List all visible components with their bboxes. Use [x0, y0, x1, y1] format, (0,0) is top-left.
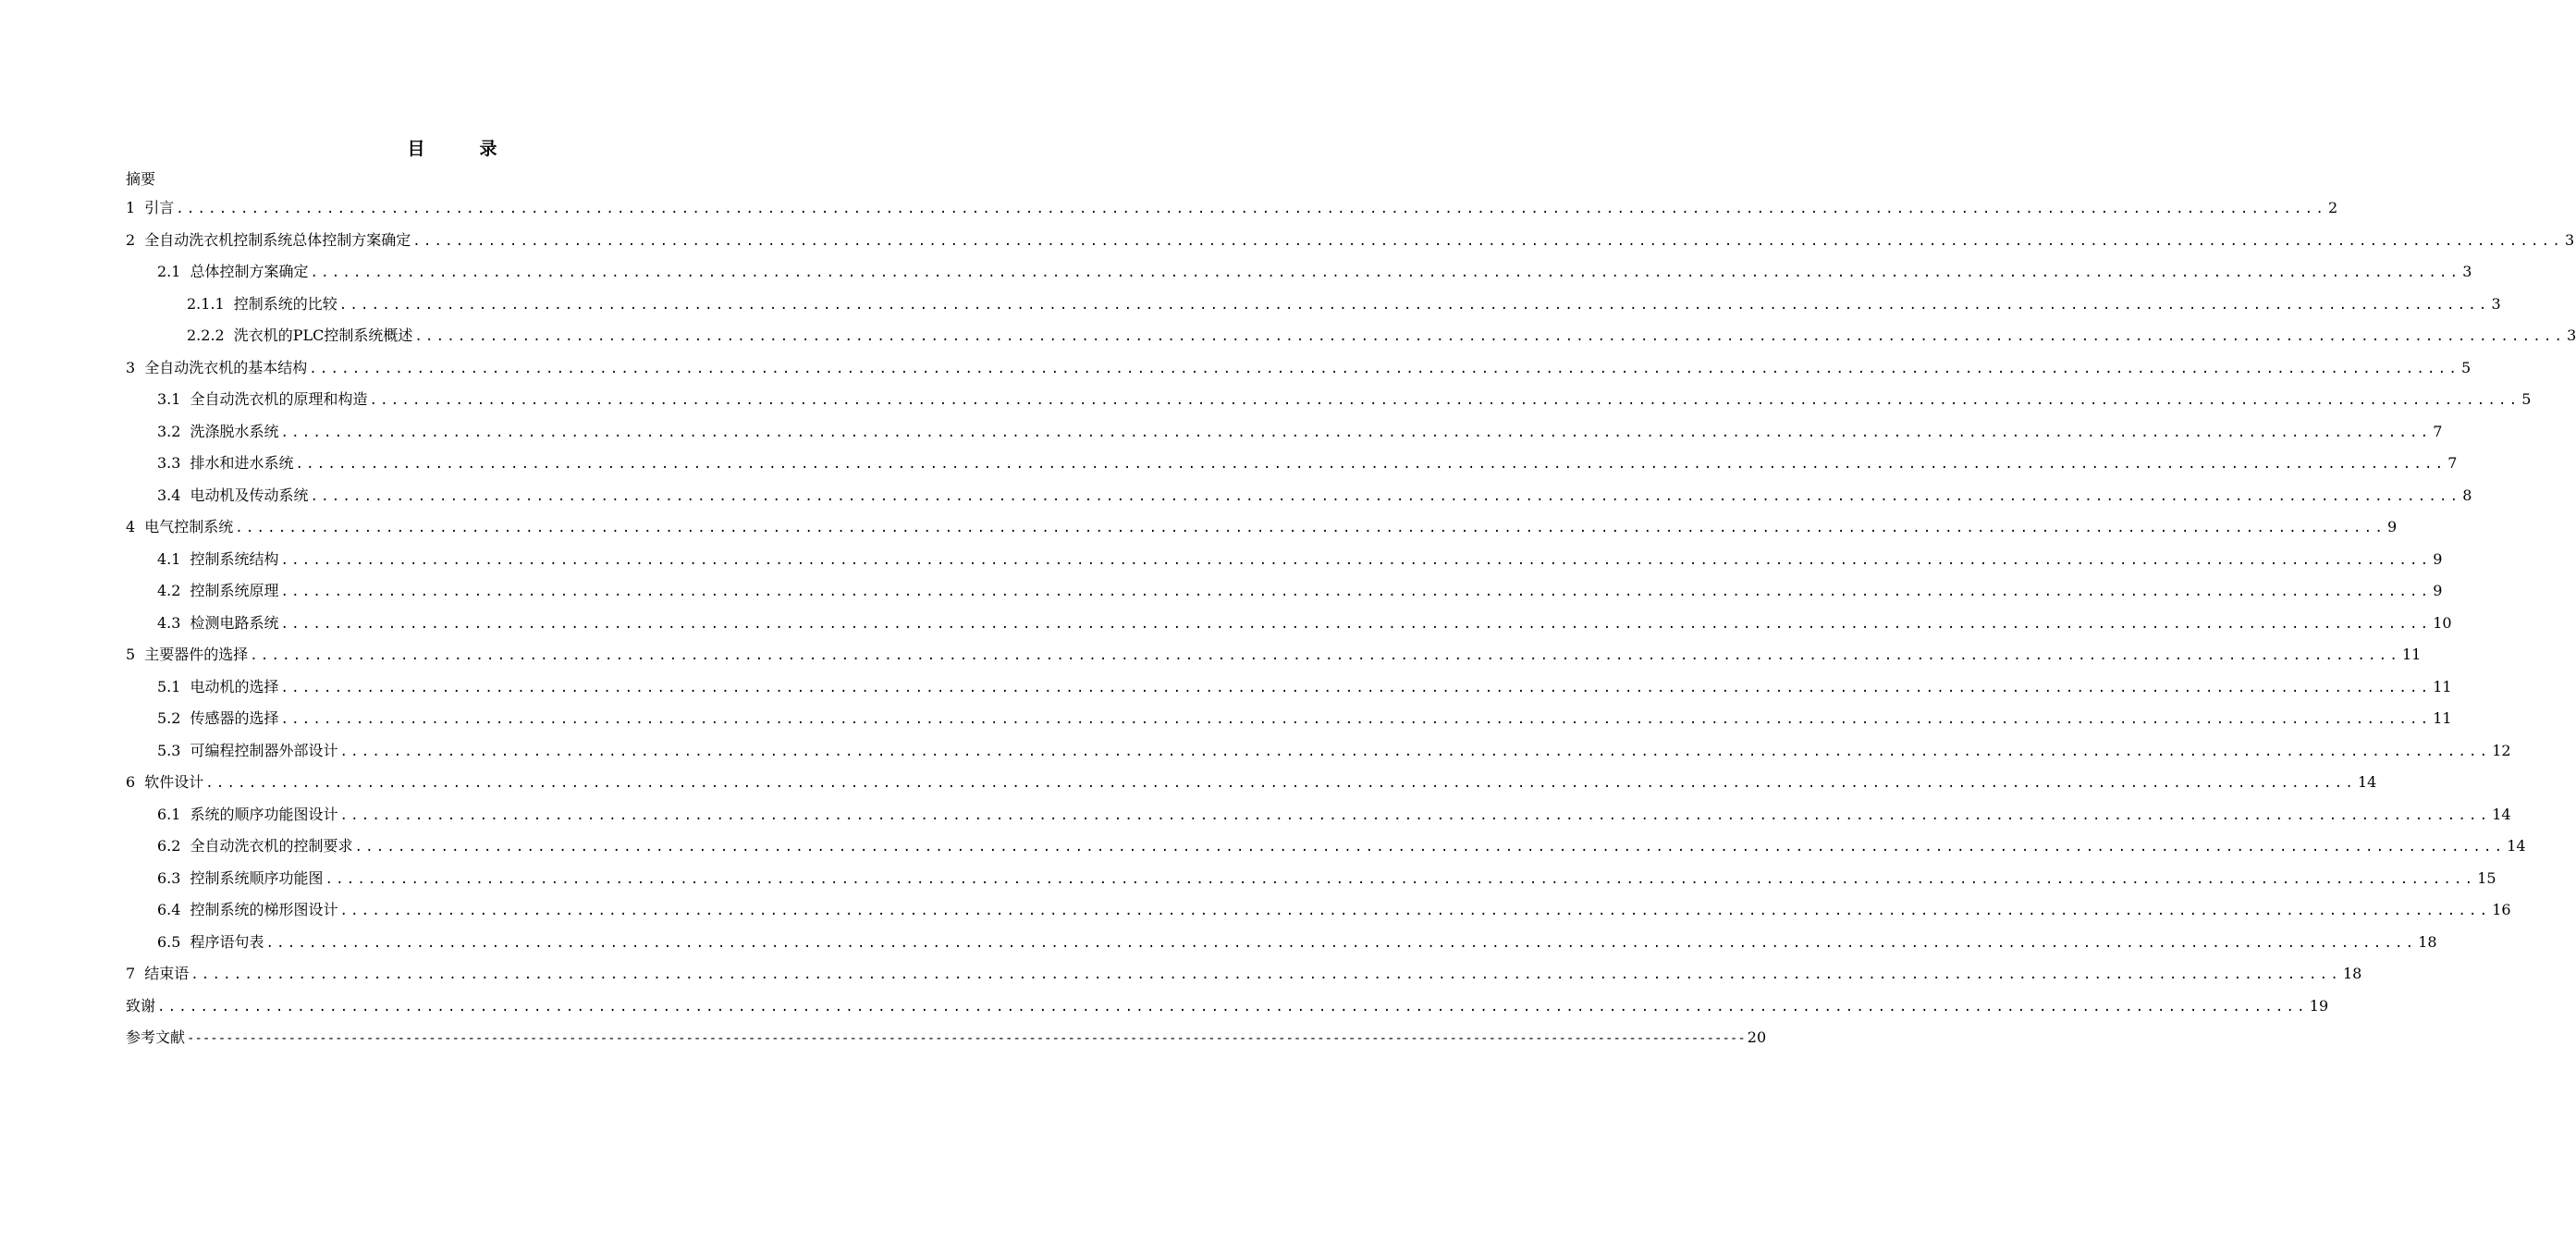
toc-entry[interactable] — [126, 544, 2443, 576]
toc-entry-page-number: 7 — [2433, 422, 2443, 440]
toc-entry-text: 可编程控制器外部设计 — [190, 741, 338, 759]
toc-entry-text: 控制系统的比较 — [233, 294, 337, 313]
toc-entry-number: 2 — [126, 230, 136, 249]
toc-entry[interactable] — [126, 767, 2377, 799]
toc-leader-dots: ........................................................................................................................................................................................................ — [414, 329, 2566, 344]
toc-entry-label — [157, 863, 323, 895]
toc-entry[interactable] — [126, 575, 2443, 608]
toc-entry-page-number: 2 — [2327, 199, 2338, 216]
toc-entry-label — [126, 1022, 185, 1054]
toc-entry-number: 6.3 — [157, 868, 181, 887]
toc-entry[interactable] — [126, 991, 2329, 1023]
toc-entry[interactable] — [126, 927, 2437, 959]
toc-entry-page-number: 16 — [2492, 901, 2511, 918]
toc-entry-page-number: 5 — [2521, 390, 2532, 408]
toc-entry-number: 6.2 — [157, 837, 181, 855]
toc-entry-label — [157, 703, 278, 735]
toc-entry[interactable] — [126, 671, 2452, 704]
toc-entry-number: 4.3 — [157, 613, 181, 632]
toc-entry-text: 控制系统的梯形图设计 — [190, 901, 338, 918]
toc-entry-label — [157, 384, 367, 416]
toc-entry[interactable] — [126, 703, 2452, 735]
toc-entry-page-number: 14 — [2357, 773, 2377, 791]
toc-entry[interactable] — [126, 799, 2511, 831]
toc-entry-page-number: 9 — [2386, 518, 2398, 535]
toc-leader-dots: ........................................................................................................................................................................................................ — [339, 904, 2491, 918]
toc-entry-text: 洗涤脱水系统 — [190, 422, 279, 440]
toc-entry-page-number: 10 — [2433, 613, 2452, 632]
toc-entry-label — [126, 352, 307, 385]
toc-entry-number: 6.1 — [157, 805, 181, 823]
toc-entry-number: 2.1 — [157, 263, 181, 280]
toc-entry-text: 控制系统原理 — [190, 582, 279, 599]
toc-entry-text: 致谢 — [126, 996, 156, 1015]
toc-entry-number: 3.4 — [157, 486, 181, 504]
toc-entry-number: 4.2 — [157, 582, 181, 599]
toc-entry-number: 5.3 — [157, 741, 181, 759]
toc-entry-number: 5.2 — [157, 709, 181, 727]
toc-entry-text: 电动机的选择 — [190, 677, 279, 695]
toc-entry-number: 2.1.1 — [187, 294, 225, 313]
toc-entry-page-number: 3 — [2462, 263, 2472, 280]
toc-leader-dots: ........................................................................................................................................................................................................ — [265, 935, 2417, 951]
toc-entry-number: 6.5 — [157, 932, 181, 951]
toc-entry[interactable] — [126, 608, 2452, 640]
toc-entry[interactable] — [126, 831, 2526, 863]
toc-entry-text: 软件设计 — [144, 773, 204, 791]
toc-entry[interactable] — [126, 256, 2472, 289]
toc-entry-label — [157, 544, 278, 576]
toc-leader-dots: ........................................................................................................................................................................................................ — [309, 361, 2459, 376]
toc-entry-number: 3.1 — [157, 390, 181, 408]
toc-entry-number: 6.4 — [157, 901, 181, 918]
toc-leader-dots: ........................................................................................................................................................................................................ — [280, 552, 2432, 568]
toc-entry-label — [157, 416, 278, 449]
toc-leader-dots: ........................................................................................................................................................................................................ — [205, 776, 2356, 791]
toc-entry-text: 全自动洗衣机的基本结构 — [144, 358, 308, 376]
toc-entry-number: 6 — [126, 773, 136, 791]
toc-entry-number: 7 — [126, 965, 136, 982]
toc-entry-text: 结束语 — [144, 965, 190, 982]
toc-entry-label — [187, 320, 412, 352]
toc-entry[interactable] — [126, 639, 2422, 671]
toc-entry-label — [126, 767, 203, 799]
toc-leader-dots: ........................................................................................................................................................................................................ — [250, 648, 2400, 663]
toc-entry[interactable] — [126, 225, 2575, 257]
toc-entry-text: 传感器的选择 — [190, 709, 279, 727]
toc-list — [126, 166, 2576, 1054]
toc-entry-text: 排水和进水系统 — [190, 454, 294, 472]
toc-leader-dots: ........................................................................................................................................................................................................ — [339, 744, 2491, 759]
toc-entry-text: 系统的顺序功能图设计 — [190, 805, 338, 823]
toc-entry-page-number: 5 — [2460, 358, 2472, 376]
toc-entry-label — [157, 799, 337, 831]
toc-entry-text: 电气控制系统 — [144, 518, 234, 535]
toc-entry[interactable] — [126, 863, 2496, 895]
toc-entry-number: 4 — [126, 518, 136, 535]
toc-entry[interactable] — [126, 192, 2338, 225]
toc-leader-dots: ........................................................................................................................................................................................................ — [280, 712, 2432, 727]
toc-entry-page-number: 8 — [2462, 486, 2472, 504]
toc-entry-label — [157, 831, 352, 863]
toc-entry[interactable] — [126, 958, 2362, 991]
toc-entry-text: 程序语句表 — [190, 932, 264, 951]
toc-entry-text: 检测电路系统 — [190, 613, 279, 632]
toc-entry-text: 总体控制方案确定 — [190, 263, 309, 280]
toc-entry-page-number: 18 — [2418, 932, 2437, 951]
toc-leader-dots: ........................................................................................................................................................................................................ — [354, 840, 2506, 855]
toc-entry-number: 3 — [126, 358, 136, 376]
toc-entry-text: 全自动洗衣机的原理和构造 — [190, 390, 368, 408]
toc-entry-label — [187, 289, 337, 321]
toc-entry-text: 全自动洗衣机控制系统总体控制方案确定 — [144, 230, 411, 249]
toc-entry-label — [157, 927, 264, 959]
toc-leader-dots: ........................................................................................................................................................................................................ — [369, 393, 2521, 408]
toc-entry-page-number: 14 — [2507, 837, 2526, 855]
toc-leader-dots: ........................................................................................................................................................................................................ — [339, 807, 2491, 823]
toc-entry-text: 洗衣机的PLC控制系统概述 — [233, 326, 413, 344]
toc-entry-number: 1 — [126, 199, 136, 216]
toc-entry-page-number: 14 — [2492, 805, 2511, 823]
toc-entry[interactable] — [126, 511, 2398, 544]
toc-entry-page-number: 11 — [2433, 709, 2452, 727]
toc-entry-text: 引言 — [144, 199, 175, 216]
toc-entry-label — [157, 735, 337, 768]
toc-entry-label — [126, 958, 189, 991]
toc-leader-dots: ........................................................................................................................................................................................................ — [310, 488, 2461, 504]
toc-leader-dots: ........................................................................................................................................................................................................ — [157, 999, 2308, 1015]
toc-entry[interactable] — [126, 1022, 1767, 1054]
toc-entry-number: 5.1 — [157, 677, 181, 695]
toc-entry-label — [157, 448, 293, 480]
toc-entry[interactable] — [126, 384, 2532, 416]
toc-entry-page-number: 18 — [2342, 965, 2362, 982]
toc-leader-dots: ........................................................................................................................................................................................................ — [310, 265, 2461, 280]
toc-entry-label — [157, 480, 308, 512]
toc-entry-page-number: 19 — [2309, 996, 2329, 1015]
toc-entry-page-number: 20 — [1747, 1028, 1767, 1046]
toc-leader-dots: ........................................................................................................................................................................................................ — [280, 585, 2432, 599]
toc-entry[interactable] — [126, 448, 2458, 480]
toc-entry[interactable] — [126, 894, 2511, 927]
toc-leader-dots: ........................................................................................................................................................................................................ — [338, 297, 2490, 313]
toc-entry[interactable] — [126, 735, 2511, 768]
toc-leader-dots: -------------------------------------------------------------------------------------------------------------------------------------------------------------------------------------------------------- — [187, 1031, 1746, 1046]
toc-entry-label — [126, 511, 233, 544]
toc-leader-dots: ........................................................................................................................................................................................................ — [325, 871, 2476, 887]
toc-entry-number: 4.1 — [157, 549, 181, 568]
toc-entry-number: 2.2.2 — [187, 326, 225, 344]
toc-entry-page-number: 11 — [2433, 677, 2452, 695]
toc-entry-page-number: 3 — [2567, 326, 2576, 344]
toc-entry-label — [126, 225, 411, 257]
toc-entry-number: 5 — [126, 646, 136, 663]
toc-entry-page-number: 3 — [2491, 294, 2501, 313]
toc-entry-label — [157, 256, 308, 289]
toc-entry[interactable] — [126, 289, 2501, 321]
toc-entry-label — [157, 575, 278, 608]
toc-leader-dots: ........................................................................................................................................................................................................ — [235, 521, 2386, 535]
toc-entry-label — [157, 608, 278, 640]
toc-entry[interactable] — [126, 416, 2443, 449]
toc-leader-dots: ........................................................................................................................................................................................................ — [280, 616, 2432, 632]
toc-entries — [126, 192, 2576, 1054]
toc-leader-dots: ........................................................................................................................................................................................................ — [190, 967, 2341, 982]
toc-entry-text: 参考文献 — [126, 1028, 186, 1046]
toc-entry-label — [126, 639, 248, 671]
toc-entry-page-number: 9 — [2433, 582, 2443, 599]
toc-entry-label — [157, 894, 337, 927]
toc-entry-page-number: 9 — [2433, 549, 2443, 568]
toc-entry-number: 3.3 — [157, 454, 181, 472]
toc-entry-page-number: 12 — [2492, 741, 2511, 759]
toc-entry-text: 控制系统结构 — [190, 549, 279, 568]
toc-leader-dots: ........................................................................................................................................................................................................ — [280, 425, 2432, 440]
toc-entry-text: 电动机及传动系统 — [190, 486, 309, 504]
toc-entry[interactable] — [126, 352, 2472, 385]
toc-entry-label — [126, 192, 174, 225]
toc-leader-dots: ........................................................................................................................................................................................................ — [412, 233, 2563, 249]
toc-entry-number: 3.2 — [157, 422, 181, 440]
toc-entry-page-number: 7 — [2447, 454, 2458, 472]
toc-entry[interactable] — [126, 480, 2472, 512]
toc-leader-dots: ........................................................................................................................................................................................................ — [176, 202, 2326, 216]
toc-entry-label — [157, 671, 278, 704]
toc-entry-text: 控制系统顺序功能图 — [190, 868, 324, 887]
toc-entry-page-number: 15 — [2477, 868, 2496, 887]
toc-entry-label — [126, 991, 155, 1023]
toc-entry-text: 主要器件的选择 — [144, 646, 249, 663]
toc-entry-page-number: 3 — [2564, 230, 2575, 249]
abstract-heading: 摘要 — [126, 170, 156, 188]
toc-leader-dots: ........................................................................................................................................................................................................ — [295, 457, 2447, 472]
toc-title: 目 录 — [407, 139, 516, 159]
toc-entry[interactable] — [126, 320, 2576, 352]
toc-entry-text: 全自动洗衣机的控制要求 — [190, 837, 353, 855]
toc-leader-dots: ........................................................................................................................................................................................................ — [280, 680, 2432, 695]
toc-entry-page-number: 11 — [2401, 646, 2422, 663]
